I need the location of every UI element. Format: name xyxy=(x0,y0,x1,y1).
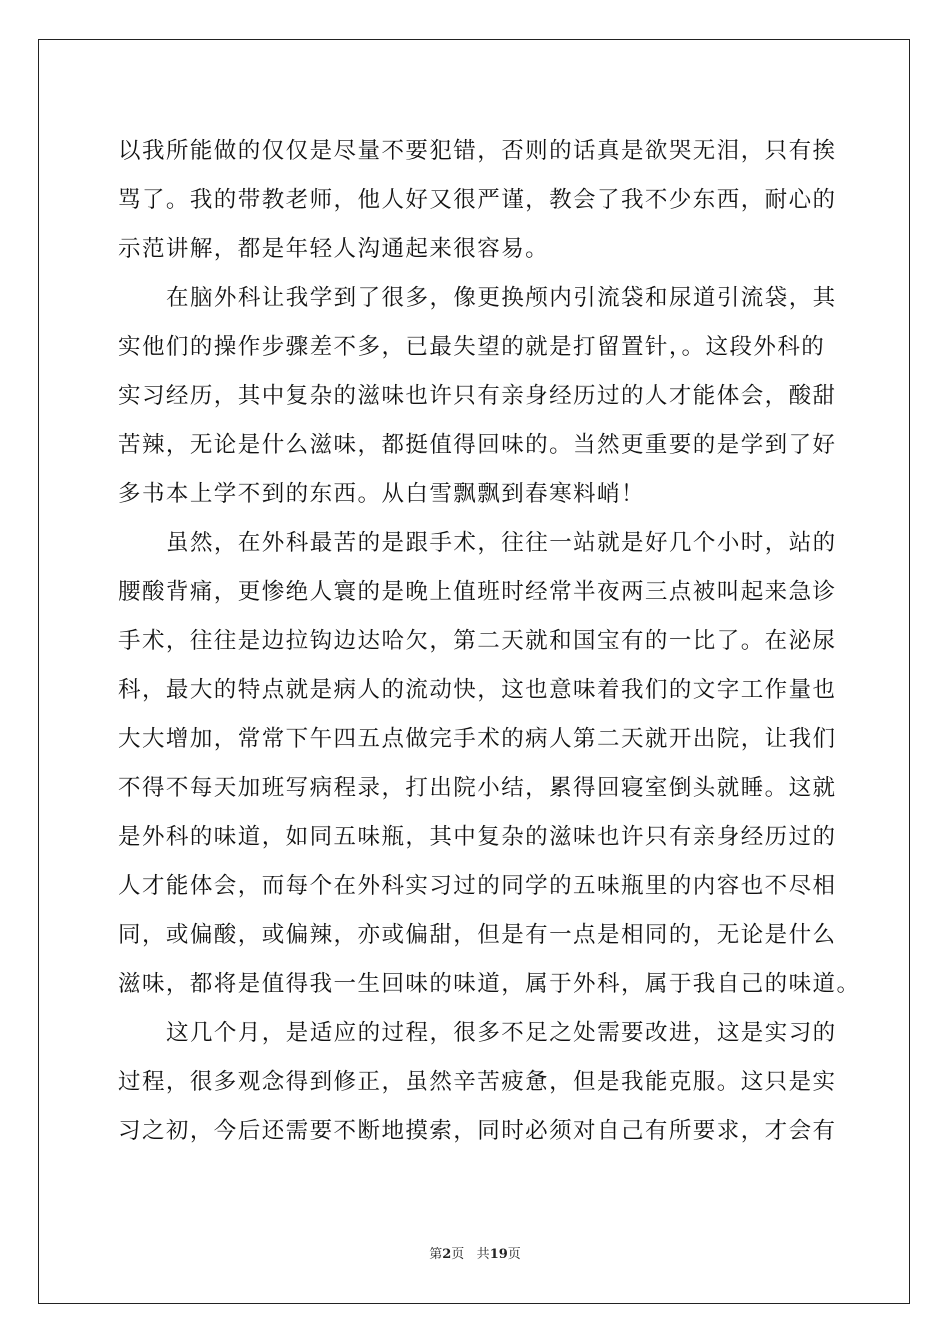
text-line: 实他们的操作步骤差不多，已最失望的就是打留置针，。这段外科的 xyxy=(118,334,826,360)
page-suffix: 页 xyxy=(451,1247,465,1262)
text-line: 以我所能做的仅仅是尽量不要犯错，否则的话真是欲哭无泪，只有挨 xyxy=(118,138,837,164)
text-line: 实习经历，其中复杂的滋味也许只有亲身经历过的人才能体会，酸甜 xyxy=(118,383,837,409)
paragraph-first-line: 虽然，在外科最苦的是跟手术，往往一站就是好几个小时，站的 xyxy=(166,530,837,556)
footer-separator xyxy=(464,1247,476,1262)
page-number: 2 xyxy=(442,1247,452,1262)
text-line: 不得不每天加班写病程录，打出院小结，累得回寝室倒头就睡。这就 xyxy=(118,775,837,801)
page-prefix: 第 xyxy=(429,1247,443,1262)
document-body xyxy=(118,127,861,1156)
paragraph-first-line: 在脑外科让我学到了很多，像更换颅内引流袋和尿道引流袋，其 xyxy=(166,285,837,311)
text-line: 人才能体会，而每个在外科实习过的同学的五味瓶里的内容也不尽相 xyxy=(118,873,837,899)
text-line: 是外科的味道，如同五味瓶，其中复杂的滋味也许只有亲身经历过的 xyxy=(118,824,837,850)
text-line: 手术，往往是边拉钩边达哈欠，第二天就和国宝有的一比了。在泌尿 xyxy=(118,628,837,654)
text-line: 滋味，都将是值得我一生回味的味道，属于外科，属于我自己的味道。 xyxy=(118,971,861,997)
text-line: 过程，很多观念得到修正，虽然辛苦疲惫，但是我能克服。这只是实 xyxy=(118,1069,837,1095)
text-line: 大大增加，常常下午四五点做完手术的病人第二天就开出院，让我们 xyxy=(118,726,837,752)
text-line: 骂了。我的带教老师，他人好又很严谨，教会了我不少东西，耐心的 xyxy=(118,187,837,213)
text-line: 多书本上学不到的东西。从白雪飘飘到春寒料峭！ xyxy=(118,481,645,507)
total-suffix: 页 xyxy=(507,1247,521,1262)
text-line: 习之初，今后还需要不断地摸索，同时必须对自己有所要求，才会有 xyxy=(118,1118,837,1144)
text-line: 同，或偏酸，或偏辣，亦或偏甜，但是有一点是相同的，无论是什么 xyxy=(118,922,837,948)
text-line: 科，最大的特点就是病人的流动快，这也意味着我们的文字工作量也 xyxy=(118,677,837,703)
total-pages: 19 xyxy=(489,1247,508,1262)
page-footer xyxy=(0,1245,950,1265)
total-prefix: 共 xyxy=(476,1247,490,1262)
paragraph-first-line: 这几个月，是适应的过程，很多不足之处需要改进，这是实习的 xyxy=(166,1020,837,1046)
text-line: 苦辣，无论是什么滋味，都挺值得回味的。当然更重要的是学到了好 xyxy=(118,432,837,458)
text-line: 示范讲解，都是年轻人沟通起来很容易。 xyxy=(118,236,550,262)
text-line: 腰酸背痛，更惨绝人寰的是晚上值班时经常半夜两三点被叫起来急诊 xyxy=(118,579,837,605)
